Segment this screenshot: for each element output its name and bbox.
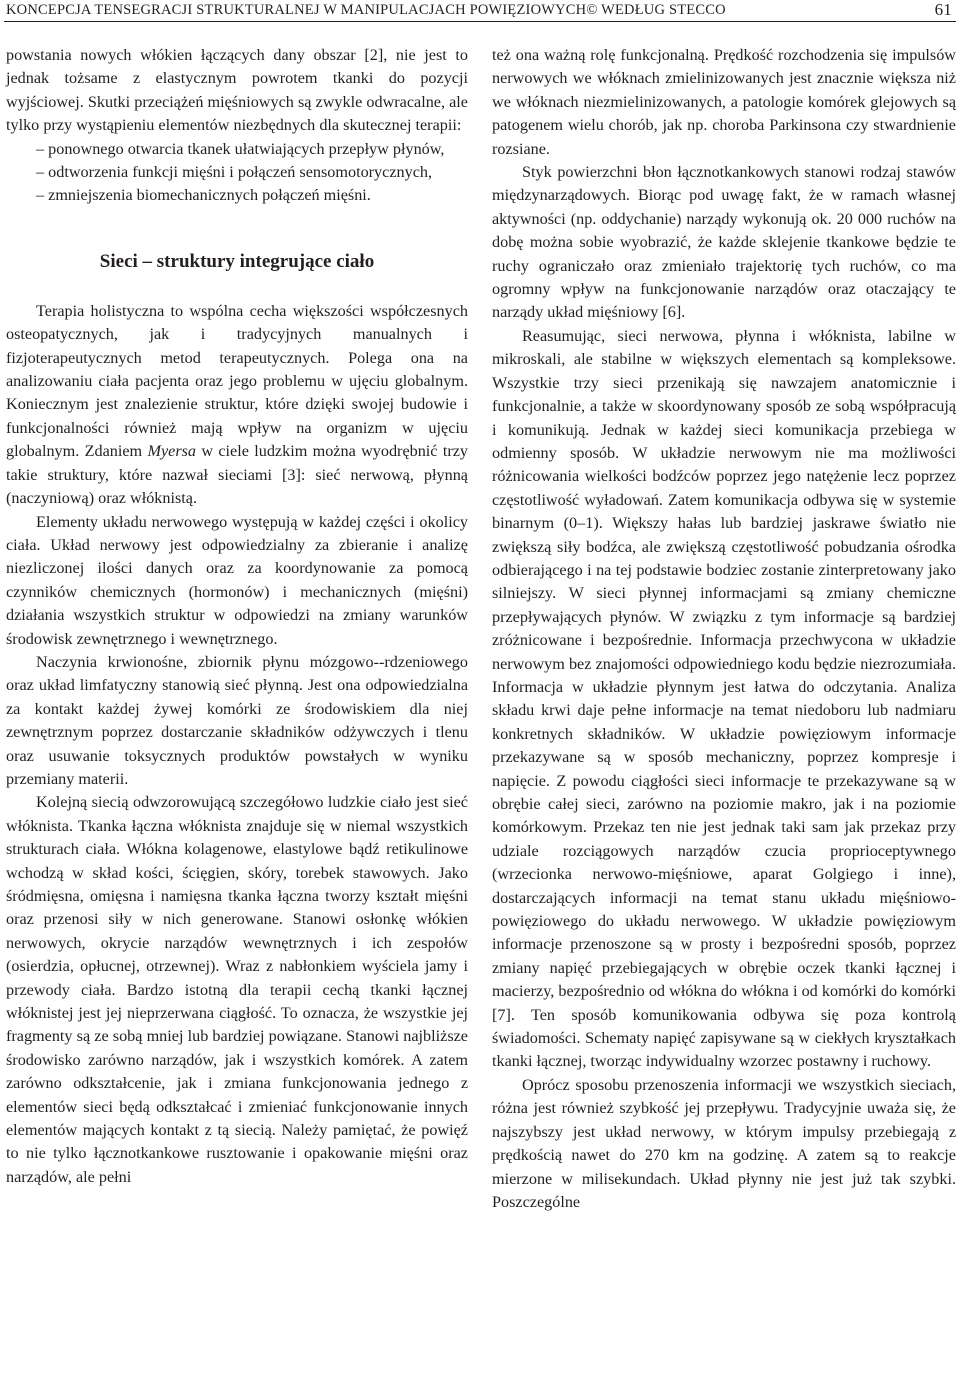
body-paragraph: też ona ważną rolę funkcjonalną. Prędkość rozchodzenia się impulsów nerwowych we włóknach zmielinizowanych jest znacznie większa niż we włóknach niezmielinizowanych, a patologie komórek glejowych są patogenem wielu chorób, jak np. choroba Parkinsona czy stwardnienie rozsiane. [492, 46, 956, 158]
intro-paragraph: powstania nowych włókien łączących dany obszar [2], nie jest to jednak tożsame z elastycznym powrotem tkanki do pozycji wyjściowej. Skutki przeciążeń mięśniowych są zwykle odwracalne, ale tylko przy wystąpieniu elementów niezbędnych dla skutecznej terapii: [6, 46, 468, 135]
body-paragraph: Oprócz sposobu przenoszenia informacji we wszystkich sieciach, różna jest również szybkość jej przepływu. Tradycyjnie uważa się, że najszybszy jest układ nerwowy, w którym impulsy przebiegają z prędkością nawet do 270 km na godzinę. A zatem są to reakcje mierzone w milisekundach. Układ płynny nie jest już tak szybki. Poszczególne [492, 1075, 956, 1211]
page-number: 61 [934, 0, 952, 19]
text-run: w ciele ludzkim można wyodrębnić trzy takie struktury, które nazwał sieciami [3]: sieć nerwową, płynną (naczyniową) oraz włóknistą. [6, 442, 468, 508]
section-heading: Sieci – struktury integrujące ciało [99, 250, 375, 272]
body-paragraph: Kolejną siecią odwzorowującą szczegółowo ludzkie ciało jest sieć włóknista. Tkanka łączna włóknista znajduje się w niemal wszystkich strukturach ciała. Włókna kolagenowe, elastylowe bądź retikulinowe wchodzą w skład kości, ścięgien, skóry, torebek stawowych. Jako śródmięsna, omięsna i namięsna tkanka łączna tworzy kształt mięśni oraz przenosi siły w nich generowane. Stanowi osłonkę włókien nerwowych, okrycie narządów wewnętrznych i ich zespołów (osierdzia, opłucnej, otrzewnej). Wraz z nabłonkiem wyściela jamy i przewody ciała. Bardzo istotną dla terapii cechą tkanki łącznej włóknistej jest jej nieprzerwana ciągłość. To oznacza, że wszystkie jej fragmenty są ze sobą mniej lub bardziej powiązane. Stanowi najbliższe środowisko zarówno narządów, jak i wszystkich komórek. A zatem zarówno odkształcenie, jak i zmiana funkcjonowania jednego z elementów sieci będą odkształcać i zmieniać funkcjonowanie innych elementów mających kontakt z tą siecią. Należy pamiętać, że powięź to nie tylko łącznotkankowe rusztowanie i opakowanie mięśni oraz narządów, ale pełni [6, 793, 468, 1186]
right-column [492, 44, 956, 1214]
list-item: – ponownego otwarcia tkanek ułatwiających przepływ płynów, [36, 139, 445, 158]
body-paragraph: Reasumując, sieci nerwowa, płynna i włóknista, labilne w mikroskali, ale stabilne w większych elementach są kompleksowe. Wszystkie trzy sieci przenikają się nawzajem anatomicznie i funkcjonalnie, a także w skoordynowany sposób ze sobą współpracują i komunikują. Jednak w każdej sieci komunikacja przebiega w odmienny sposób. W układzie nerwowym nie ma możliwości różnicowania wielkości bodźców poprzez jego natężenie lecz poprzez częstotliwość wyładowań. Zatem komunikacja odbywa się w systemie binarnym (0–1). Większy hałas lub bardziej jaskrawe światło nie zwiększą siły bodźca, ale zwiększą częstotliwość pobudzania ośrodka odbierającego i na tej podstawie bodziec zostanie zinterpretowany jako silniejszy. W sieci płynnej informacjami są zmiany chemiczne przepływających płynów. W związku z tym informacje są bardziej zróżnicowane i bezpośrednie. Informacja przechwycona w układzie nerwowym bez znajomości odpowiedniego kodu będzie niezrozumiała. Informacja w układzie płynnym jest łatwa do odczytania. Analiza składu krwi daje pełne informacje na temat niedoboru lub nadmiaru konkretnych składników. W układzie powięziowym informacje przekazywane są w sposób mechaniczny, poprzez kompresje i napięcie. Z powodu ciągłości sieci informacje te przekazywane są w obrębie całej sieci, zarówno na poziomie makro, jak i na poziomie komórkowym. Przekaz ten nie jest jednak taki sam jak przekaz przy udziale rozciągowych narządów czucia proprioceptywnego (wrzecionka nerwowo-mięśniowe, aparat Golgiego i inne), dostarczających informacji na temat stanu układu mięśniowo-powięziowego do układu nerwowego. W układzie powięziowym informacje przenoszone są w prosty i bezpośredni sposób, poprzez zmiany napięć przebiegających w obrębie oczek tkanki łącznej i macierzy, bezpośrednio od włókna do włókna i od komórki do komórki [7]. Ten sposób komunikowania odbywa się poza kontrolą świadomości. Schematy napięć zapisywane są w ciekłych kryształkach tkanki łącznej, tworząc indywidualny wzorzec postawny i ruchowy. [492, 326, 956, 1071]
list-item: – odtworzenia funkcji mięśni i połączeń sensomotorycznych, [36, 163, 433, 182]
body-paragraph [6, 300, 468, 511]
body-paragraph: Styk powierzchni błon łącznotkankowych stanowi rodzaj stawów międzynarządowych. Biorąc pod uwagę fakt, że w ramach własnej aktywności (np. oddychanie) narządy wykonują ok. 20 000 ruchów na dobę można sobie wyobrazić, że każde sklejenie tkankowe będzie te ruchy ograniczało oraz zmieniało trajektorię tych ruchów, co ma ogromny wpływ na funkcjonowanie narządów oraz otaczający te narządy układ mięśniowy [6]. [492, 163, 956, 322]
body-paragraph: Naczynia krwionośne, zbiornik płynu mózgowo--rdzeniowego oraz układ limfatyczny stanowią sieć płynną. Jest ona odpowiedzialna za kontakt każdej żywej komórki ze środowiskiem dla niej zewnętrznym poprzez dostarczanie składników odżywczych i tlenu oraz usuwanie toksycznych produktów powstałych w wyniku przemiany materii. [6, 652, 468, 788]
header-rule [4, 21, 956, 22]
running-header [6, 0, 954, 22]
text-run: Terapia holistyczna to wspólna cecha większości współczesnych osteopatycznych, jak i tradycyjnych manualnych i fizjoterapeutycznych metod terapeutycznych. Polega ona na analizowaniu ciała pacjenta oraz jego problemu w ujęciu globalnym. Koniecznym jest znalezienie struktur, które dzięki swojej budowie i funkcjonalności również mają wpływ na organizm w ujęciu globalnym. Zdaniem [6, 301, 468, 461]
list-item: – zmniejszenia biomechanicznych połączeń mięśni. [36, 186, 371, 205]
author-name: Myersa [147, 442, 197, 461]
running-title: KONCEPCJA TENSEGRACJI STRUKTURALNEJ W MANIPULACJACH POWIĘZIOWYCH© WEDŁUG STECCO [6, 2, 726, 18]
left-column [6, 44, 468, 1189]
body-paragraph: Elementy układu nerwowego występują w każdej części i okolicy ciała. Układ nerwowy jest odpowiedzialny za zbieranie i analizę niezliczonej ilości danych oraz za koordynowanie za pomocą czynników chemicznych (hormonów) i mechanicznych (mięśni) działania wszystkich struktur w odpowiedzi na zmiany warunków środowisk zewnętrznego i wewnętrznego. [6, 512, 468, 648]
